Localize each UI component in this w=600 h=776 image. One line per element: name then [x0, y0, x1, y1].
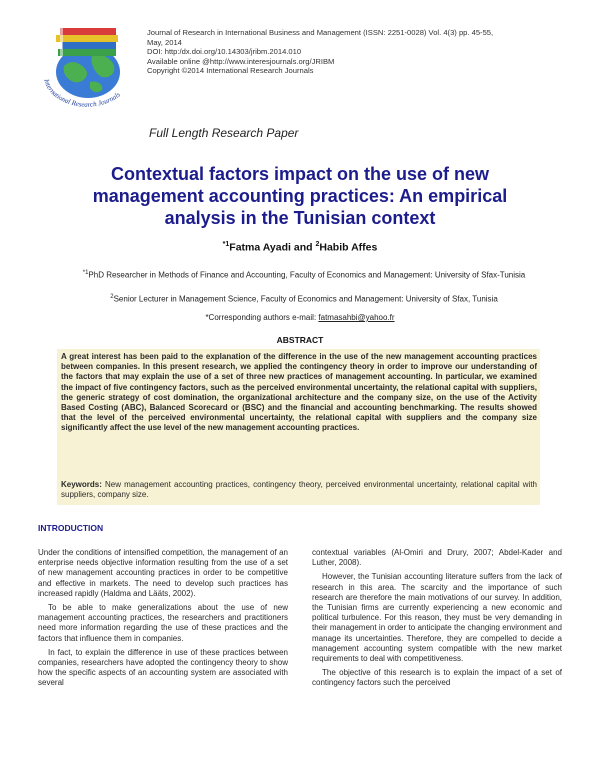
- logo-text: International Research Journals: [42, 78, 122, 109]
- keywords-text: New management accounting practices, contingency theory, perceived environmental uncertainty, relational capital with suppliers, company size.: [61, 480, 537, 500]
- paragraph: contextual variables (Al-Omiri and Drury, 2007; Abdel-Kader and Luther, 2008).: [312, 548, 562, 568]
- section-heading-introduction: INTRODUCTION: [38, 523, 104, 533]
- keywords: [61, 480, 537, 500]
- paragraph: To be able to make generalizations about the use of new management accounting practices, the researchers and practitioners need more information regarding the use of these practices and the factors that influence them in companies.: [38, 603, 288, 643]
- corresponding-label: *Corresponding authors e-mail:: [205, 313, 319, 322]
- abstract-heading: ABSTRACT: [276, 335, 324, 345]
- affiliation-text: PhD Researcher in Methods of Finance and Accounting, Faculty of Economics and Management: University of Sfax-Tunisia: [88, 270, 526, 280]
- authors-line: [0, 241, 600, 254]
- corresponding-author: [0, 313, 600, 322]
- affiliation-superscript: *1: [82, 270, 89, 276]
- author-name: Fatma Ayadi: [229, 241, 291, 254]
- author-superscript: 2: [315, 241, 320, 248]
- author-superscript: *1: [222, 241, 230, 248]
- journal-citation-block: [147, 28, 567, 76]
- journal-logo: [34, 20, 142, 110]
- available-online-link[interactable]: Available online @http://www.interesjournals.org/JRIBM: [147, 56, 335, 66]
- journal-date: May, 2014: [147, 37, 182, 47]
- journal-line: Journal of Research in International Business and Management (ISSN: 2251-0028) Vol. 4(3) pp. 45-55,: [147, 28, 494, 37]
- paragraph: In fact, to explain the difference in use of these practices between companies, researchers have adopted the contingency theory to show how the specific aspects of an accounting system are associated with several: [38, 647, 288, 688]
- email-link[interactable]: fatmasahbi@yahoo.fr: [318, 313, 395, 322]
- paper-title: Contextual factors impact on the use of new management accounting practices: An empirical analysis in the Tunisian context: [92, 164, 508, 228]
- copyright-text: Copyright ©2014 International Research Journals: [147, 66, 314, 76]
- text-column-left: [38, 548, 288, 693]
- paragraph: The objective of this research is to explain the impact of a set of contingency factors such the perceived: [312, 668, 562, 688]
- author-separator: and: [290, 241, 316, 254]
- abstract-text: A great interest has been paid to the explanation of the difference in the use of the new management accounting practices between companies. In this present research, we applied the contingency theory in order to improve our understanding of the factors that may explain the use of a set of three new practices of management accounting. In particular, we examined the impact of five contingency factors, such as the perceived environmental uncertainty, the relational capital with suppliers, the generic strategy of cost domination, the organizational architecture and the company size, on the use of the Activity Based Costing (ABC), Balanced Scorecard or (BSC) and the financial and accounting benchmarking. The results showed that the level of the perceived environmental uncertainty, the relational capital with suppliers and the company size significantly affect the use level of the new management accounting practices.: [61, 352, 537, 433]
- affiliation-superscript: 2: [110, 294, 114, 300]
- doi-link[interactable]: DOI: http:/dx.doi.org/10.14303/jribm.2014.010: [147, 47, 302, 57]
- text-column-right: [312, 548, 562, 693]
- author-name: Habib Affes: [319, 241, 378, 254]
- paragraph: However, the Tunisian accounting literature suffers from the lack of research in this area. The scarcity and the importance of such research are therefore the main motivations of our survey. In addition, the Tunisian firms are currently experiencing a new economic and political turbulence. For this reason, they must be very demanding in their management in order to anticipate the changing environment and manage its uncertainties. Therefore, they are compelled to decide a management accounting system compatible with the new market requirements to deal with competitiveness.: [312, 572, 562, 664]
- paragraph: Under the conditions of intensified competition, the management of an enterprise needs objective information resulting from the use of a set of new management accounting practices in order to be competitive and effective in markets. The need to develop such practices has increased rapidly (Haldma and Lääts, 2002).: [38, 548, 288, 598]
- affiliation-2: [48, 292, 560, 305]
- affiliation-1: [48, 268, 560, 281]
- keywords-label: Keywords:: [61, 480, 102, 489]
- affiliation-text: Senior Lecturer in Management Science, Faculty of Economics and Management: University of Sfax, Tunisia: [113, 294, 498, 304]
- paper-type: Full Length Research Paper: [149, 126, 299, 140]
